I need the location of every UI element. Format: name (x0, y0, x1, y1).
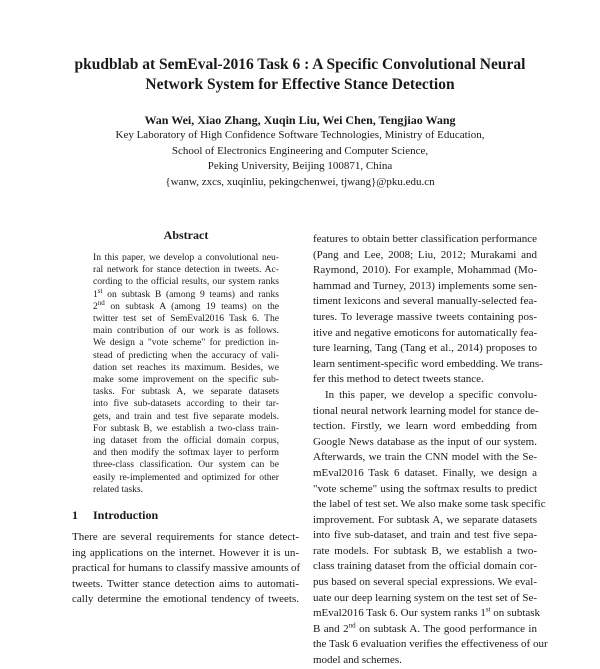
text-line: pus based on several special expressions. We eval- (313, 576, 537, 589)
text-line: (Pang and Lee, 2008; Liu, 2012; Murakami and (313, 248, 537, 261)
affiliation-line-2: School of Electronics Engineering and Computer Science, (171, 144, 429, 157)
introduction-body (72, 530, 299, 608)
text-line: rate models. For subtask B, we establish a two- (313, 544, 537, 557)
text-line: tection. Firstly, we learn word embedding from (313, 420, 537, 433)
section-title: Introduction (93, 508, 159, 522)
text-line: practical for humans to classify massive amounts of (72, 562, 301, 575)
text-line: three-class classification. Our system can be (93, 459, 279, 471)
text-line: related tasks. (93, 483, 144, 495)
text-line: "vote scheme" using the softmax results to predict (313, 482, 537, 495)
affiliation-line-3: Peking University, Beijing 100871, China (207, 160, 393, 172)
text-line: Google News database as the input of our system. (313, 435, 537, 448)
text-line: into five sub-dataset, and train and test five sepa- (313, 529, 537, 542)
title-line-1: pkudblab at SemEval-2016 Task 6 : A Specific Convolutional Neural (74, 56, 526, 73)
text-line: make some improvement on the specific sub- (93, 374, 279, 386)
affiliation (60, 128, 540, 190)
text-line: the label of test set. We also make some task specific (313, 498, 546, 511)
text-line: tweets. Twitter stance detection aims to automati- (72, 577, 299, 590)
text-line: improvement. For subtask A, we separate datasets (313, 513, 537, 526)
section-heading (72, 508, 158, 523)
text-line: tasks. For subtask A, we separate datasets (93, 386, 279, 398)
text-line: learn sentiment-specific word embedding. We trans- (313, 357, 543, 370)
text-line: stead of predicting when the accuracy of vali- (93, 349, 279, 361)
text-line: cally determine the emotional tendency of tweets. (72, 593, 299, 606)
text-line: tures. To leverage massive tweets containing pos- (313, 310, 537, 323)
text-line: main contribution of our work is as follows. (93, 325, 279, 337)
text-line: For subtask B, we establish a two-class train- (93, 422, 279, 434)
text-line: features to obtain better classification performance (313, 233, 537, 245)
text-line: the Task 6 evaluation verifies the effectiveness of our (313, 638, 548, 651)
section-number: 1 (72, 508, 78, 522)
text-line: Afterwards, we train the CNN model with the Se- (313, 451, 537, 464)
text-line: In this paper, we develop a specific convolu- (325, 388, 537, 401)
text-line: Raymond, 2010). For example, Mohammad (Mo- (313, 264, 537, 277)
text-line: twitter test set of SemEval2016 Task 6. The (93, 313, 279, 325)
title-line-2: Network System for Effective Stance Detection (145, 76, 455, 93)
text-line: uate our deep learning system on the test set of Se- (313, 591, 537, 604)
author-list: Wan Wei, Xiao Zhang, Xuqin Liu, Wei Chen, Tengjiao Wang (144, 113, 456, 127)
text-line: fer this method to detect tweets stance. (313, 373, 484, 386)
text-line: into five sub-datasets according to their tar- (93, 398, 279, 410)
author-emails: {wanw, zxcs, xuqinliu, pekingchenwei, tjwang}@pku.edu.cn (165, 175, 435, 188)
text-line: dation set reaches its maximum. Besides, we (93, 361, 279, 373)
paper-title (70, 55, 530, 95)
text-line: In this paper, we develop a convolutional neu- (93, 252, 279, 263)
text-line: 2nd on subtask A (among 19 teams) on the (93, 298, 279, 312)
text-line: We design a "vote scheme" for prediction in- (93, 337, 279, 349)
text-line: easily re-implemented and optimized for other (93, 471, 279, 483)
text-line: gets, and train and test five separate models. (93, 410, 279, 422)
text-line: cording to the official results, our system ranks (93, 276, 279, 288)
right-column-body (313, 232, 548, 669)
text-line: ing dataset from the official domain corpus, (93, 435, 279, 447)
text-line: There are several requirements for stance detect- (72, 531, 299, 543)
affiliation-line-1: Key Laboratory of High Confidence Software Technologies, Ministry of Education, (115, 129, 485, 141)
abstract-heading: Abstract (163, 228, 209, 242)
text-line: B and 2nd on subtask A. The good performance in (313, 621, 537, 635)
text-line: itive and negative emoticons for automatically fea- (313, 326, 538, 339)
text-line: model and schemes. (313, 654, 402, 667)
text-line: ture learning, Tang (Tang et al., 2014) proposes to (313, 342, 537, 355)
text-line: ing applications on the internet. However it is un- (72, 546, 299, 559)
text-line: and then modify the softmax layer to perform (93, 447, 279, 459)
text-line: mEval2016 Task 6 dataset. Finally, we design a (313, 466, 537, 479)
abstract-body (93, 252, 279, 496)
text-line: 1st on subtask B (among 9 teams) and ranks (93, 286, 279, 300)
text-line: ral network for stance detection in tweets. Ac- (93, 264, 279, 276)
text-line: mEval2016 Task 6. Our system ranks 1st on subtask (313, 605, 541, 620)
text-line: class training dataset from the official domain cor- (313, 560, 537, 573)
text-line: tional neural network learning model for stance de- (313, 404, 539, 417)
text-line: timent lexicons and several manually-selected fea- (313, 295, 537, 308)
text-line: hammad and Turney, 2013) implements some sen- (313, 279, 537, 292)
